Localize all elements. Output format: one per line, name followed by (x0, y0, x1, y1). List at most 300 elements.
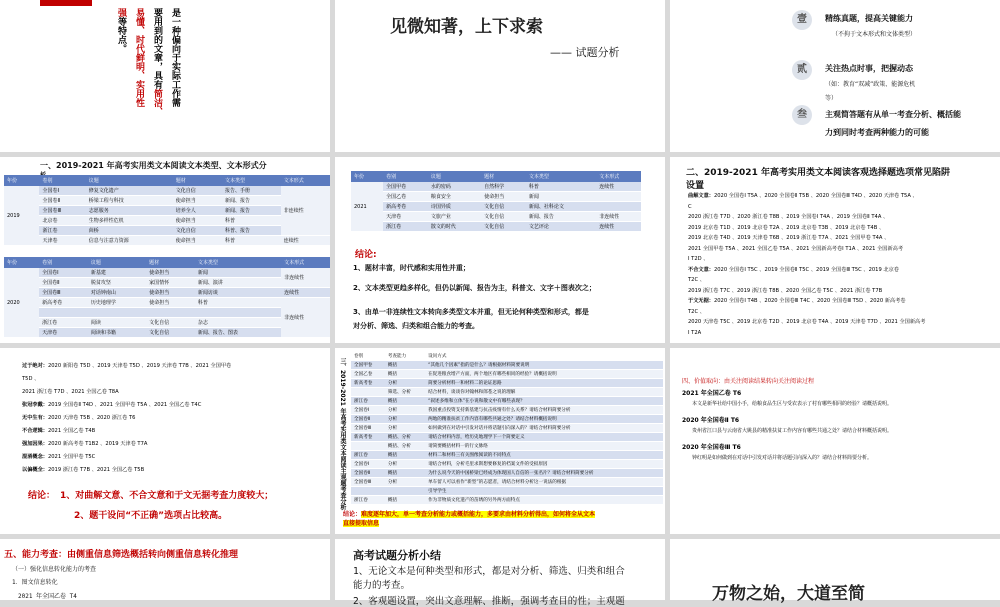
cell: 单车留人可以看作“新型”的志愿者，请结合材料分析这一说法的根据 (425, 478, 663, 487)
cell: 修复文化遗产 (86, 186, 173, 196)
question-source: 2020 年全国卷Ⅲ T6 (682, 444, 741, 451)
table-row (351, 406, 663, 415)
cell (351, 487, 385, 496)
col-header: 议题 (88, 257, 146, 268)
cell: 文化自信 (481, 202, 526, 212)
table-2020 (4, 257, 330, 338)
col-header: 文本形式 (281, 175, 330, 186)
col-header: 题材 (146, 257, 195, 268)
line-text: T5D 、 (22, 376, 40, 382)
numeral-badge-2: 贰 (792, 60, 812, 80)
cell: 作为非物质文化遗产的苗绣的另外两方面特点 (425, 496, 663, 505)
cell: 全国卷Ⅱ (351, 469, 385, 478)
col-header: 卷别 (39, 175, 85, 186)
cell: 新基建 (88, 268, 146, 278)
question-text: 贵州省江口县与云南省大姚县的精准扶贫工作内容有哪些共通之处？请结合材料概括说明。 (692, 428, 893, 434)
cell: 文化自信 (481, 212, 526, 222)
slide-header: 四、价值取向：由关注阅读结果转向关注阅读过程 (682, 378, 815, 385)
slide-subtitle: —— 试题分析 (550, 46, 620, 59)
cell: 全国卷Ⅱ (39, 278, 88, 288)
cell: 文化自信 (146, 328, 195, 338)
table-row (351, 379, 663, 388)
conclusion-highlight-cont: 直接提取信息 (343, 520, 380, 527)
slide-thumbnail-1[interactable] (0, 0, 330, 152)
list-line (22, 399, 322, 412)
cell (351, 442, 385, 451)
col-header: 议题 (428, 171, 481, 182)
cell: 为什么说今天的中国桥梁已经成为体现国人自信的一张名片？请结合材料简要分析 (425, 469, 663, 478)
cell: 科普 (526, 182, 596, 192)
cell: 培养全人 (173, 206, 222, 216)
table-row (4, 298, 330, 308)
form-cell: 非连续性 (281, 186, 330, 236)
list-line (22, 451, 322, 464)
table-row (4, 308, 330, 318)
cell: 信息与注意力资源 (86, 236, 173, 246)
conclusion-label: 结论： (28, 491, 56, 501)
text-fragment: 是一种偏向于实际工作需 (170, 8, 180, 107)
list-line (22, 373, 322, 386)
table-row (351, 388, 663, 397)
line-text: Ⅰ T2A (688, 329, 702, 336)
point-2-heading: 关注热点时事，把握动态 (825, 64, 913, 73)
cell: 概括 (385, 469, 425, 478)
red-stripe-decoration (40, 0, 92, 6)
cell: 全国卷Ⅲ (351, 478, 385, 487)
cell: 概括 (385, 496, 425, 505)
conclusion-2: 2、文本类型更趋多样化，但仍以新闻、报告为主，科普文、文字＋图表次之； (353, 284, 596, 292)
cell: 概括、分析 (385, 433, 425, 442)
line-text: 2019 浙江卷 T7B 、2021 全国乙卷 T5B (47, 467, 145, 473)
slide-thumbnail-9[interactable] (670, 348, 1000, 534)
cell: 历史地理学 (88, 298, 146, 308)
col-header: 文本形式 (596, 171, 641, 182)
cell: 非连续性 (596, 212, 641, 222)
cell: 脱贫攻坚 (88, 278, 146, 288)
trap-list-continued (22, 360, 322, 477)
col-header: 文本类型 (222, 175, 281, 186)
cell: 如何做到在对话中引发对话并将话题引向深入的？请结合材料简要分析 (425, 424, 663, 433)
line-text: 2020 新阳卷 T5D 、2019 天津卷 T5D 、2019 天津卷 T7B 、2021 全国甲卷 (47, 363, 232, 369)
cell: 天津卷 (383, 212, 428, 222)
table-row (4, 288, 330, 298)
cell: 概括 (385, 370, 425, 379)
cell: 浙江卷 (39, 318, 88, 328)
table-row (4, 268, 330, 278)
cell: 新高考卷 (39, 298, 88, 308)
text-fragment-red: 易懂、时代鲜明、实用性 (134, 8, 144, 107)
cell: 新闻、演讲 (195, 278, 281, 288)
list-line (22, 412, 322, 425)
point-3-line-2: 力到同时考查两种能力的可能 (825, 128, 929, 137)
cell: 全国卷Ⅰ (351, 406, 385, 415)
col-header: 考查能力 (385, 350, 425, 361)
cell: 全国甲卷 (383, 182, 428, 192)
cell: 连续性 (596, 182, 641, 192)
col-header: 年份 (4, 175, 39, 186)
slide-thumbnail-5[interactable] (335, 157, 665, 343)
text-column-2 (150, 8, 164, 116)
slide-thumbnail-10[interactable] (0, 539, 330, 600)
line-text: T2C 、 (688, 308, 705, 315)
line-text: 2020 天津卷 T5B 、2020 浙江卷 T6 (47, 415, 136, 421)
point-1-note: （不拘于文本形式和文体类型） (832, 31, 917, 38)
text-column-1 (168, 8, 182, 107)
slide-title: 二、2019-2021 年高考实用类文本阅读客观选择题选项常见陷阱 (686, 168, 950, 178)
cell: 志愿服务 (86, 206, 173, 216)
cell: 全国卷Ⅲ (39, 206, 85, 216)
table-2021 (351, 171, 641, 232)
table-row (351, 487, 663, 496)
line-text: C (688, 203, 692, 210)
cell: 使命担当 (481, 192, 526, 202)
slide-title-cont: 设置 (686, 181, 705, 191)
line-label: 不合文意： (688, 266, 714, 273)
line-text: 2019 浙江卷 T7C 、2019 浙江卷 T8B 、2020 全国乙卷 T5C 、2021 浙江卷 T7B (688, 287, 883, 294)
conclusion-highlight: 难度逐年加大，单一考查分析能力或概括能力，多要求由材料分析得出，如何将全从文本 (361, 511, 596, 518)
table-row (4, 318, 330, 328)
cell: 天津卷 (39, 236, 85, 246)
line-text: 2021 浙江卷 T7D 、2021 全国乙卷 T8A (22, 389, 119, 395)
cell: 家国情怀 (146, 278, 195, 288)
cell: 使命担当 (146, 268, 195, 278)
cell: 请简要概括材料一的行文脉络 (425, 442, 663, 451)
slide-thumbnail-8[interactable] (335, 348, 665, 534)
line-label: 曲解文意： (688, 193, 714, 199)
slide-thumbnail-3[interactable] (670, 0, 1000, 152)
slide-title: 见微知著，上下求索 (390, 17, 543, 37)
text-column-4 (114, 8, 128, 53)
conclusion-1: 1、对曲解文意、不合文意和于文无据考查力度较大； (60, 491, 274, 501)
cell: 引导学生 (425, 487, 663, 496)
cell: 报告、手册 (222, 186, 281, 196)
question-source: 2021 年全国乙卷 T6 (682, 390, 742, 397)
list-line (22, 360, 322, 373)
col-header: 文本类型 (526, 171, 596, 182)
table-row (351, 212, 641, 222)
col-header: 卷别 (39, 257, 88, 268)
sub-heading-1: （一）强化信息转化能力的考查 (12, 566, 97, 573)
form-cell: 连续性 (281, 288, 330, 298)
summary-point-1-cont: 能力的考查。 (353, 580, 411, 591)
conclusion-1: 1、题材丰富，时代感和实用性并重； (353, 264, 470, 272)
year-cell: 2019 (4, 186, 39, 246)
line-text: 2021 全国甲卷 T5A 、2021 全国乙卷 T5A 、2021 全国新高考卷Ⅰ T1A 、2021 全国新高考 (688, 245, 904, 252)
table-row (351, 192, 641, 202)
list-line (688, 275, 998, 286)
cell: 文旅产业 (428, 212, 481, 222)
cell: 分析 (385, 460, 425, 469)
cell: 浙江卷 (351, 496, 385, 505)
point-3-line-1: 主观简答题有从单一考查分析、概括能 (825, 110, 961, 119)
cell: 全国卷Ⅰ (351, 460, 385, 469)
cell: 全国卷Ⅲ (351, 424, 385, 433)
list-line (688, 244, 998, 255)
cell: 新高考卷 (351, 379, 385, 388)
cell: 新闻、报告 (222, 206, 281, 216)
col-header: 年份 (4, 257, 39, 268)
cell: 自然科学 (481, 182, 526, 192)
cell: 粮食安全 (428, 192, 481, 202)
cell: 新高考卷 (351, 433, 385, 442)
slide-title: 一、2019-2021 年高考实用类文本阅读文本类型、文本形式分 (40, 161, 267, 170)
cell: 文化自信 (173, 186, 222, 196)
line-text: Ⅰ T2D 、 (688, 256, 709, 262)
cell: 散文的时代 (428, 222, 481, 232)
subjective-question-table (351, 350, 663, 505)
cell: 两地的精准扶贫工作内容有哪些共通之处？请结合材料概括说明 (425, 415, 663, 424)
cell: 杂志 (195, 318, 281, 328)
list-line (688, 212, 998, 223)
line-text: 2020 全国卷Ⅰ T4B 、2020 全国卷Ⅲ T4C 、2020 全国卷Ⅲ T5D 、2020 新高考卷 (713, 298, 906, 304)
cell: 使命担当 (173, 236, 222, 246)
conclusion-3: 3、由单一非连续性文本转向多类型文本并重，但无论何种类型和形式，都是 (353, 308, 589, 316)
conclusion-heading: 结论: (355, 250, 377, 260)
cell: 新闻、报告 (526, 212, 596, 222)
cell: 请结合材料内容，给历史地理学下一个简要定义 (425, 433, 663, 442)
cell: 新闻 (195, 268, 281, 278)
col-header: 卷别 (383, 171, 428, 182)
col-header: 议题 (86, 175, 173, 186)
list-line (688, 286, 998, 297)
cell: 北京卷 (39, 216, 85, 226)
form-cell: 非连续性 (281, 298, 330, 338)
cell: 分析 (385, 424, 425, 433)
trap-list (688, 191, 998, 338)
conclusion-2: 2、题干设问“不正确”选项占比较高。 (74, 511, 228, 521)
cell: 阅读 (88, 318, 146, 328)
line-label: 过于绝对： (22, 363, 48, 369)
cell: 使命担当 (173, 196, 222, 206)
slide-title: 高考试题分析小结 (353, 549, 441, 562)
cell: 使命担当 (146, 288, 195, 298)
cell: 全国卷Ⅰ (39, 268, 88, 278)
list-line (22, 386, 322, 399)
list-line (22, 464, 322, 477)
cell: 请结合材料，分析毛里求斯想要修复的档案文件的受损原因 (425, 460, 663, 469)
col-header: 设问方式 (425, 350, 663, 361)
text-fragment: 等特点。 (116, 17, 126, 53)
list-line (688, 317, 998, 328)
slide-thumbnail-7[interactable] (0, 348, 330, 534)
cell: 桥梁工程与科技 (86, 196, 173, 206)
line-text: 2019 北京卷 T1D 、2019 北京卷 T2A 、2019 北京卷 T3B 、2019 北京卷 T4B 、 (688, 224, 885, 231)
table-row (351, 433, 663, 442)
line-label: 强加因果： (22, 441, 48, 447)
conclusion-text (343, 510, 663, 528)
cell: 茴桥 (86, 226, 173, 236)
cell: 使命担当 (173, 216, 222, 226)
sub-heading-3: 2021 年全国乙卷 T4 (18, 593, 77, 600)
point-2-note-cont: 等） (825, 95, 838, 102)
cell: 新高考卷 (383, 202, 428, 212)
cell: 概括 (385, 397, 425, 406)
line-text: 2020 天津卷 T5C 、2019 北京卷 T2D 、2019 北京卷 T4A 、2019 天津卷 T7D 、2021 全国新高考 (688, 319, 926, 325)
table-row (351, 415, 663, 424)
cell: 新闻 (526, 192, 596, 202)
list-line (688, 265, 998, 276)
cell: 连续性 (596, 222, 641, 232)
col-header: 文本形式 (281, 257, 330, 268)
list-line (22, 425, 322, 438)
list-line (688, 254, 998, 265)
cell: 浙江卷 (351, 451, 385, 460)
question-source: 2020 年全国卷Ⅱ T6 (682, 417, 740, 424)
cell: 水的密码 (428, 182, 481, 192)
numeral-badge-1: 壹 (792, 10, 812, 30)
cell: 全国甲卷 (351, 361, 385, 370)
text-fragment: 要用到的文章，具有 (152, 8, 162, 89)
cell: 分析 (385, 478, 425, 487)
cell: 全国卷Ⅲ (39, 288, 88, 298)
table-row (351, 451, 663, 460)
slide-thumbnail-6[interactable] (670, 157, 1000, 343)
text-column-3 (132, 8, 146, 107)
cell: 全国乙卷 (383, 192, 428, 202)
table-row (351, 469, 663, 478)
table-row (4, 186, 330, 196)
list-line (688, 328, 998, 339)
col-header: 题材 (173, 175, 222, 186)
line-text: T2C 、 (688, 277, 705, 283)
cell: 结合材料，谈谈你对翰林和郎苍之说的理解 (425, 388, 663, 397)
text-fragment-red: 简洁、 (152, 89, 162, 116)
line-label: 张冠李戴： (22, 402, 48, 408)
form-cell: 连续性 (281, 236, 330, 246)
cell: 新闻、社科论文 (526, 202, 596, 212)
list-line (688, 202, 998, 213)
cell: 对话钟南山 (88, 288, 146, 298)
cell: 科普 (222, 216, 281, 226)
cell (351, 388, 385, 397)
vertical-title: 三、2019-2021 年高考实用类文本阅读主观题考查分析 (339, 358, 346, 510)
line-text: 2021 全国甲卷 T5C (47, 454, 96, 460)
sub-heading-2: 1．图文信息转化 (12, 579, 58, 586)
cell: “叙述多维和立体”在小说和散文中有哪些表现？ (425, 397, 663, 406)
point-2-note: （如：教育“双减”政策、能源危机 (825, 81, 916, 88)
table-row (351, 202, 641, 212)
conclusion-3-cont: 对分析、筛选、归类和组合能力的考查。 (353, 322, 479, 330)
line-text: 2020 全国卷Ⅰ T5C 、2019 全国卷Ⅱ T5C 、2019 全国卷Ⅲ T5C 、2019 北京卷 (713, 266, 899, 273)
col-header: 卷别 (351, 350, 385, 361)
table-row (351, 460, 663, 469)
cell: 天津卷 (39, 328, 88, 338)
line-label: 于文无据： (688, 298, 714, 304)
cell: 新闻、报告、图表 (195, 328, 281, 338)
numeral-badge-3: 叁 (792, 105, 812, 125)
line-label: 以偏概全： (22, 467, 48, 473)
cell: 全国卷Ⅱ (39, 196, 85, 206)
table-row (4, 328, 330, 338)
table-row (351, 370, 663, 379)
cell: 筛选、分析 (385, 388, 425, 397)
col-header: 文本类型 (195, 257, 281, 268)
conclusion-label: 结论： (343, 511, 362, 518)
cell: 新闻访谈 (195, 288, 281, 298)
cell: 分析 (385, 379, 425, 388)
cell: 全国卷Ⅰ (39, 186, 85, 196)
cell: 概括、分析 (385, 442, 425, 451)
cell: 分析 (385, 415, 425, 424)
cell: 全国卷Ⅱ (351, 415, 385, 424)
cell (385, 487, 425, 496)
cell: 浙江卷 (383, 222, 428, 232)
slide-thumbnail-11[interactable] (335, 539, 665, 607)
table-row (351, 496, 663, 505)
cell: 生物多样性危机 (86, 216, 173, 226)
slide-thumbnail-12[interactable] (670, 539, 1000, 604)
cell: 在促进粮食增产方面，两个地区有哪些相同的经验？请概括说明 (425, 370, 663, 379)
line-label: 不合逻辑： (22, 428, 48, 434)
summary-point-1: 1、无论文本是何种类型和形式，都是对分析、筛选、归类和组合 (353, 566, 625, 577)
table-row (351, 424, 663, 433)
question-list (682, 388, 994, 469)
cell: 文艺评论 (526, 222, 596, 232)
table-row (351, 182, 641, 192)
table-row (351, 222, 641, 232)
cell: 科普 (222, 236, 281, 246)
line-text: 2019 全国卷Ⅱ T4D 、2021 全国甲卷 T5A 、2021 全国乙卷 T4C (47, 402, 202, 408)
list-line (688, 191, 998, 202)
cell: 诗国异质 (428, 202, 481, 212)
year-cell: 2021 (351, 182, 383, 232)
slide-title: 万物之始，大道至简 (712, 584, 865, 604)
cell: 文化自信 (173, 226, 222, 236)
cell: 科普 (195, 298, 281, 308)
cell: 概括 (385, 361, 425, 370)
line-text: 2021 全国乙卷 T4B (47, 428, 96, 434)
form-cell: 非连续性 (281, 268, 330, 288)
table-row (351, 361, 663, 370)
slide-thumbnail-4[interactable] (0, 157, 330, 343)
col-header: 年份 (351, 171, 383, 182)
cell: 使命担当 (146, 298, 195, 308)
cell: 材料二和材料三有关图像阅读的不同特点 (425, 451, 663, 460)
list-line (22, 438, 322, 451)
cell: 概括 (385, 451, 425, 460)
slide-heading: 五、能力考查：由侧重信息筛选概括转向侧重信息转化推理 (4, 550, 239, 560)
slide-thumbnail-2[interactable] (335, 0, 665, 152)
cell: 浙江卷 (351, 397, 385, 406)
table-2019 (4, 175, 330, 246)
question-text: 钟红明是如何做到在对话中引发对话并将话题引向深入的？请结合材料简要分析。 (692, 455, 873, 461)
list-line (688, 233, 998, 244)
line-text: 2020 新高考卷 T1B2 、2019 天津卷 T7A (47, 441, 148, 447)
list-line (688, 296, 998, 307)
cell: 简要分析材料一和材料二的论证思路 (425, 379, 663, 388)
cell: “其他几个因素”指的是什么？请根据材料简要说明 (425, 361, 663, 370)
list-line (688, 223, 998, 234)
table-row (4, 278, 330, 288)
cell: 阅读和书籍 (88, 328, 146, 338)
col-header: 题材 (481, 171, 526, 182)
year-cell: 2020 (4, 268, 39, 338)
list-line (688, 307, 998, 318)
line-text: 2020 全国卷Ⅰ T5A 、2020 全国卷Ⅱ T5B 、2020 全国卷Ⅲ T4D 、2020 天津卷 T5A 、 (713, 193, 918, 199)
table-row (351, 478, 663, 487)
table-row (351, 442, 663, 451)
line-text: 2020 浙江卷 T7D 、2020 浙江卷 T8B 、2019 全国卷Ⅰ T4A 、2019 全国卷Ⅱ T4A 、 (688, 214, 889, 220)
line-label: 无中生有： (22, 415, 48, 421)
cell: 浙江卷 (39, 226, 85, 236)
table-row (351, 397, 663, 406)
cell: 新闻、报告 (222, 196, 281, 206)
text-fragment-red: 强 (116, 8, 126, 17)
point-1-heading: 精练真题，提高关键能力 (825, 14, 913, 23)
cell: 分析 (385, 406, 425, 415)
cell: 全国乙卷 (351, 370, 385, 379)
cell: 文化自信 (481, 222, 526, 232)
